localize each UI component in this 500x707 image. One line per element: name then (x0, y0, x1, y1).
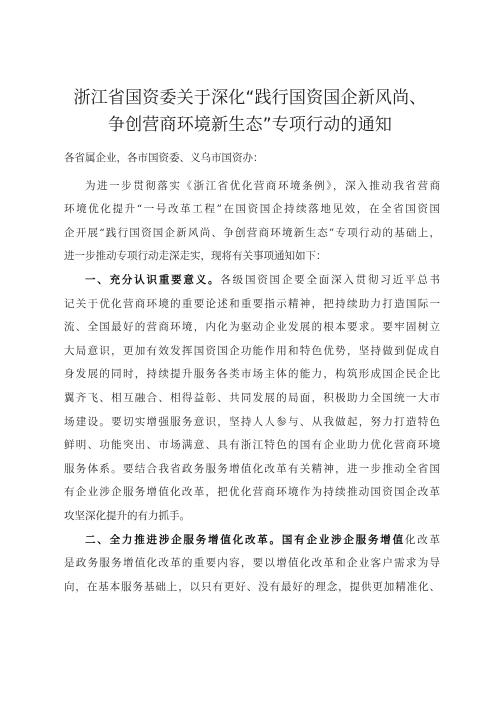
intro-line-3: 企开展“践行国资国企新风尚、争创营商环境新生态”专项行动的基础上， (64, 226, 440, 239)
section-2-first-line-text: 化改革 (404, 533, 440, 546)
section-1-line-8: 鲜明、功能突出、市场满意、具有浙江特色的国有企业助力优化营商环境 (64, 439, 440, 452)
section-1-line-11: 攻坚深化提升的有力抓手。 (64, 509, 190, 522)
section-1-heading: 一、充分认识重要意义。 (85, 273, 221, 286)
salutation: 各省属企业，各市国资委、义乌市国资办： (64, 152, 264, 164)
document-title (40, 85, 460, 139)
section-2-heading: 二、全力推进涉企服务增值化改革。国有企业涉企服务增值 (85, 533, 405, 546)
intro-line-1: 为进一步贯彻落实《浙江省优化营商环境条例》，深入推动我省营商 (85, 179, 440, 192)
intro-line-2: 环境优化提升“一号改革工程”在国资国企持续落地见效，在全省国资国 (64, 203, 440, 216)
section-1-line-10: 有企业涉企服务增值化改革，把优化营商环境作为持续推动国资国企改革 (64, 486, 440, 499)
title-line-2: 争创营商环境新生态”专项行动的通知 (107, 115, 393, 135)
section-1-line-3: 流、全国最好的营商环境，内化为驱动企业发展的根本要求。要牢固树立 (64, 321, 440, 334)
section-2-line-3: 向，在基本服务基础上，以只有更好、没有最好的理念，提供更加精准化、 (64, 580, 440, 593)
section-1-line-7: 场建设。要切实增强服务意识，坚持人人参与、从我做起，努力打造特色 (64, 415, 440, 428)
section-1-first-line-text: 各级国资国企要全面深入贯彻习近平总书 (220, 273, 440, 286)
section-2-first-line (64, 529, 440, 553)
intro-paragraph (64, 175, 440, 269)
section-1-line-2: 记关于优化营商环境的重要论述和重要指示精神，把持续助力打造国际一 (64, 297, 440, 310)
section-1-paragraph (64, 269, 440, 529)
section-2-paragraph (64, 529, 440, 600)
intro-line-4: 进一步推动专项行动走深走实，现将有关事项通知如下： (64, 250, 327, 263)
section-1-line-6: 翼齐飞、相互融合、相得益彰、共同发展的局面，积极助力全国统一大市 (64, 391, 440, 404)
section-1-line-4: 大局意识，更加有效发挥国资国企功能作用和特色优势，坚持做到促成自 (64, 344, 440, 357)
section-1-line-5: 身发展的同时，持续提升服务各类市场主体的能力，构筑形成国企民企比 (64, 368, 440, 381)
section-1-line-9: 服务体系。要结合我省政务服务增值化改革有关精神，进一步推动全省国 (64, 462, 440, 475)
document-body (64, 147, 440, 599)
section-2-line-2: 是政务服务增值化改革的重要内容，要以增值化改革和企业客户需求为导 (64, 557, 440, 570)
section-1-first-line (64, 269, 440, 293)
title-line-1: 浙江省国资委关于深化“践行国资国企新风尚、 (73, 88, 427, 108)
